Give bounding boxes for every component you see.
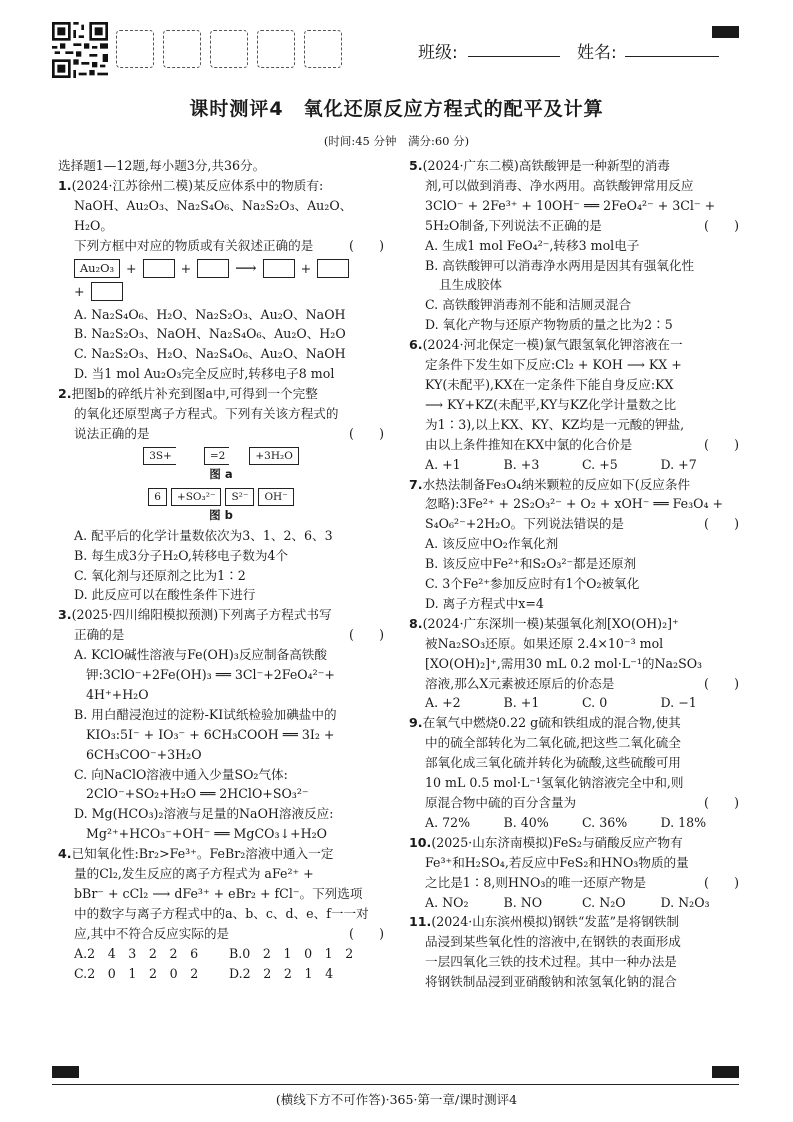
equation-box-blank bbox=[317, 259, 349, 278]
fragment: S²⁻ bbox=[225, 488, 254, 506]
option-b[interactable]: B. 该反应中Fe²⁺和S₂O₃²⁻都是还原剂 bbox=[425, 556, 637, 572]
score-box bbox=[210, 30, 248, 68]
option-b[interactable]: B. 高铁酸钾可以消毒净水两用是因其有强氧化性 bbox=[425, 257, 695, 273]
score-box bbox=[116, 30, 154, 68]
equation-box-blank bbox=[143, 259, 175, 278]
equation-box-blank bbox=[197, 259, 229, 278]
option-c[interactable]: C. 高铁酸钾消毒剂不能和洁厕灵混合 bbox=[425, 297, 632, 313]
question-7: 7.水热法制备Fe₃O₄纳米颗粒的反应如下(反应条件 bbox=[409, 476, 691, 492]
option-d[interactable]: D.2 2 2 1 4 bbox=[229, 965, 334, 981]
question-8: 8.(2024·广东深圳一模)某强氧化剂[XO(OH)₂]⁺ bbox=[409, 615, 679, 631]
option-b[interactable]: B. 每生成3分子H₂O,转移电子数为4个 bbox=[74, 547, 289, 563]
option-c[interactable]: C.2 0 1 2 0 2 bbox=[74, 965, 199, 981]
option-c[interactable]: C. 3个Fe²⁺参加反应时有1个O₂被氧化 bbox=[425, 576, 640, 592]
fragment: +SO₃²⁻ bbox=[171, 488, 222, 506]
figure-a-caption: 图 a bbox=[209, 466, 233, 481]
option-a[interactable]: A. KClO碱性溶液与Fe(OH)₃反应制备高铁酸 bbox=[74, 647, 327, 663]
option-a[interactable]: A. NO₂ bbox=[425, 894, 469, 910]
question-11: 11.(2024·山东滨州模拟)钢铁“发蓝”是将钢铁制 bbox=[409, 914, 679, 930]
option-a[interactable]: A. +2 bbox=[425, 695, 461, 711]
option-d[interactable]: D. −1 bbox=[660, 695, 697, 711]
fragment: OH⁻ bbox=[258, 488, 293, 506]
option-d[interactable]: D. +7 bbox=[660, 456, 697, 472]
figure-b bbox=[58, 488, 384, 506]
option-d[interactable]: D. 此反应可以在酸性条件下进行 bbox=[74, 587, 256, 603]
option-c[interactable]: C. Na₂S₂O₃、H₂O、Na₂S₄O₆、Au₂O、NaOH bbox=[74, 346, 346, 362]
option-b[interactable]: B. NO bbox=[503, 894, 543, 910]
corner-mark bbox=[712, 26, 739, 38]
class-field[interactable] bbox=[468, 56, 560, 57]
option-a[interactable]: A. Na₂S₄O₆、H₂O、Na₂S₂O₃、Au₂O、NaOH bbox=[74, 306, 346, 322]
footer-divider bbox=[52, 1084, 739, 1085]
option-b[interactable]: B. Na₂S₂O₃、NaOH、Na₂S₄O₆、Au₂O、H₂O bbox=[74, 326, 346, 342]
corner-mark bbox=[52, 1066, 79, 1078]
score-box bbox=[163, 30, 201, 68]
option-d[interactable]: D. 氧化产物与还原产物物质的量之比为2∶5 bbox=[425, 317, 673, 333]
question-2: 2.把图b的碎纸片补充到图a中,可得到一个完整 bbox=[58, 386, 318, 402]
fragment: 6 bbox=[148, 488, 167, 506]
option-c[interactable]: C. 氧化剂与还原剂之比为1∶2 bbox=[74, 567, 246, 583]
left-column: 选择题1—12题,每小题3分,共36分。 1.(2024·江苏徐州二模)某反应体系中的物质有: NaOH、Au₂O₃、Na₂S₄O₆、Na₂S₂O₃、Au₂O、H₂O。 下列方框中对应的物质或有关叙述正确的是 ( ) Au₂O₃ + + ⟶ + + A. Na₂S₄O₆、H₂O、Na₂S₂O₃、Au₂O、NaOH B. Na₂S₂O₃、NaOH、Na₂S₄O₆、Au₂O、H₂O C. Na₂S₂O₃、H₂O、Na₂S₄O₆、Au₂O、NaOH D. 当1 mol Au₂O₃完全反应时,转移电子8 mol 2.把图b的碎纸片补充到图a中,可得到一个完整 的氧化还原型离子方程式。下列有关该方程式的 说法正确的是 ( ) 3S+ =2 +3H₂O 图 a 6 +SO₃²⁻ S²⁻ OH⁻ 图 b A. 配平后的化学计量数依次为3、1、2、6、3 B. 每生成3分子H₂O,转移电子数为4个 C. 氧化剂与还原剂之比为1∶2 D. 此反应可以在酸性条件下进行 3.(2025·四川绵阳模拟预测)下列离子方程式书写 正确的是 ( ) A. KClO碱性溶液与Fe(OH)₃反应制备高铁酸 钾:3ClO⁻+2Fe(OH)₃ ══ 3Cl⁻+2FeO₄²⁻+ 4H⁺+H₂O B. 用白醋浸泡过的淀粉-KI试纸检验加碘盐中的 KIO₃:5I⁻ + IO₃⁻ + 6CH₃COOH ══ 3I₂ + 6CH₃COO⁻+3H₂O C. 向NaClO溶液中通入少量SO₂气体: 2ClO⁻+SO₂+H₂O ══ 2HClO+SO₃²⁻ D. Mg(HCO₃)₂溶液与足量的NaOH溶液反应: Mg²⁺+HCO₃⁻+OH⁻ ══ MgCO₃↓+H₂O 4.已知氧化性:Br₂>Fe³⁺。FeBr₂溶液中通入一定 量的Cl₂,发生反应的离子方程式为 aFe²⁺ + bBr⁻ + cCl₂ ⟶ dFe³⁺ + eBr₂ + fCl⁻。下列选项 中的数字与离子方程式中的a、b、c、d、e、f一一对 应,其中不符合反应实际的是 ( ) A.2 4 3 2 2 6 B.0 2 1 0 1 2 C.2 0 1 2 0 2 D.2 2 2 1 4 bbox=[58, 156, 384, 984]
option-a[interactable]: A. 72% bbox=[425, 814, 471, 830]
class-label: 班级: bbox=[418, 43, 458, 63]
page-footer: (横线下方不可作答)·365·第一章/课时测评4 bbox=[275, 1092, 518, 1107]
option-d[interactable]: D. 离子方程式中x=4 bbox=[425, 595, 544, 611]
option-d[interactable]: D. Mg(HCO₃)₂溶液与足量的NaOH溶液反应: bbox=[74, 806, 334, 822]
question-4: 4.已知氧化性:Br₂>Fe³⁺。FeBr₂溶液中通入一定 bbox=[58, 846, 334, 862]
corner-mark bbox=[712, 1066, 739, 1078]
option-c[interactable]: C. 0 bbox=[582, 695, 608, 711]
question-9: 9.在氧气中燃烧0.22 g硫和铁组成的混合物,使其 bbox=[409, 715, 681, 731]
figure-b-caption: 图 b bbox=[209, 507, 233, 522]
option-b[interactable]: B. +3 bbox=[503, 456, 540, 472]
option-a[interactable]: A. 配平后的化学计量数依次为3、1、2、6、3 bbox=[74, 527, 333, 543]
question-3: 3.(2025·四川绵阳模拟预测)下列离子方程式书写 bbox=[58, 607, 332, 623]
right-column: 5.(2024·广东二模)高铁酸钾是一种新型的消毒 剂,可以做到消毒、净水两用。高铁酸钾常用反应 3ClO⁻ + 2Fe³⁺ + 10OH⁻ ══ 2FeO₄²⁻ + 3Cl⁻ + 5H₂O制备,下列说法不正确的是 ( ) A. 生成1 mol FeO₄²⁻,转移3 mol电子 B. 高铁酸钾可以消毒净水两用是因其有强氧化性 且生成胶体 C. 高铁酸钾消毒剂不能和洁厕灵混合 D. 氧化产物与还原产物物质的量之比为2∶5 6.(2024·河北保定一模)氯气跟氢氧化钾溶液在一 定条件下发生如下反应:Cl₂ + KOH ⟶ KX + KY(未配平),KX在一定条件下能自身反应:KX ⟶ KY+KZ(未配平,KY与KZ化学计量数之比 为1∶3),以上KX、KY、KZ均是一元酸的钾盐, 由以上条件推知在KX中氯的化合价是 ( ) A. +1 B. +3 C. +5 D. +7 7.水热法制备Fe₃O₄纳米颗粒的反应如下(反应条件 忽略):3Fe²⁺ + 2S₂O₃²⁻ + O₂ + xOH⁻ ══ Fe₃O₄ + S₄O₆²⁻+2H₂O。下列说法错误的是 ( ) A. 该反应中O₂作氧化剂 B. 该反应中Fe²⁺和S₂O₃²⁻都是还原剂 C. 3个Fe²⁺参加反应时有1个O₂被氧化 D. 离子方程式中x=4 8.(2024·广东深圳一模)某强氧化剂[XO(OH)₂]⁺ 被Na₂SO₃还原。如果还原 2.4×10⁻³ mol [XO(OH)₂]⁺,需用30 mL 0.2 mol·L⁻¹的Na₂SO₃ 溶液,那么X元素被还原后的价态是 ( ) A. +2 B. +1 C. 0 D. −1 9.在氧气中燃烧0.22 g硫和铁组成的混合物,使其 中的硫全部转化为二氧化硫,把这些二氧化硫全 部氧化成三氧化硫并转化为硫酸,这些硫酸可用 10 mL 0.5 mol·L⁻¹氢氧化钠溶液完全中和,则 原混合物中硫的百分含量为 ( ) A. 72% B. 40% C. 36% D. 18% 10.(2025·山东济南模拟)FeS₂与硝酸反应产物有 Fe³⁺和H₂SO₄,若反应中FeS₂和HNO₃物质的量 之比是1∶8,则HNO₃的唯一还原产物是 ( ) A. NO₂ B. NO C. N₂O D. N₂O₃ 11.(2024·山东滨州模拟)钢铁“发蓝”是将钢铁制 品浸到某些氧化性的溶液中,在钢铁的表面形成 一层四氧化三铁的技术过程。其中一种办法是 将钢铁制品浸到亚硝酸钠和浓氢氧化钠的混合 bbox=[409, 158, 739, 990]
fragment: +3H₂O bbox=[249, 447, 298, 465]
equation-box-blank bbox=[91, 282, 123, 301]
option-a[interactable]: A. 生成1 mol FeO₄²⁻,转移3 mol电子 bbox=[425, 237, 640, 253]
name-label: 姓名: bbox=[577, 43, 617, 63]
equation-box-blank bbox=[263, 259, 295, 278]
equation-boxes: Au₂O₃ + + ⟶ + bbox=[74, 259, 384, 279]
qr-code-icon bbox=[52, 22, 108, 78]
page-subtitle: (时间:45 分钟 满分:60 分) bbox=[323, 134, 470, 148]
score-box bbox=[304, 30, 342, 68]
option-c[interactable]: C. N₂O bbox=[582, 894, 626, 910]
question-6: 6.(2024·河北保定一模)氯气跟氢氧化钾溶液在一 bbox=[409, 337, 683, 353]
option-a[interactable]: A. +1 bbox=[425, 456, 461, 472]
option-d[interactable]: D. 当1 mol Au₂O₃完全反应时,转移电子8 mol bbox=[74, 366, 335, 382]
option-c[interactable]: C. 36% bbox=[582, 814, 628, 830]
name-field[interactable] bbox=[625, 56, 719, 57]
intro: 选择题1—12题,每小题3分,共36分。 bbox=[58, 158, 266, 173]
option-b[interactable]: B. +1 bbox=[503, 695, 540, 711]
score-box bbox=[257, 30, 295, 68]
question-5: 5.(2024·广东二模)高铁酸钾是一种新型的消毒 bbox=[409, 158, 670, 173]
option-d[interactable]: D. N₂O₃ bbox=[660, 894, 710, 910]
option-a[interactable]: A. 该反应中O₂作氧化剂 bbox=[425, 536, 559, 552]
option-b[interactable]: B. 用白醋浸泡过的淀粉-KI试纸检验加碘盐中的 bbox=[74, 706, 337, 722]
fragment: 3S+ bbox=[143, 447, 178, 465]
page-title: 课时测评4 氧化还原反应方程式的配平及计算 bbox=[189, 98, 604, 120]
option-b[interactable]: B. 40% bbox=[503, 814, 549, 830]
question-1: 1.(2024·江苏徐州二模)某反应体系中的物质有: bbox=[58, 177, 324, 193]
reaction-arrow: ⟶ bbox=[235, 258, 257, 277]
question-10: 10.(2025·山东济南模拟)FeS₂与硝酸反应产物有 bbox=[409, 834, 683, 850]
equation-box-filled: Au₂O₃ bbox=[74, 259, 120, 278]
score-boxes bbox=[116, 30, 342, 68]
option-c[interactable]: C. +5 bbox=[582, 456, 618, 472]
option-d[interactable]: D. 18% bbox=[660, 814, 707, 830]
figure-a bbox=[58, 447, 384, 465]
fragment: =2 bbox=[204, 447, 231, 465]
option-b[interactable]: B.0 2 1 0 1 2 bbox=[229, 945, 354, 961]
option-a[interactable]: A.2 4 3 2 2 6 bbox=[74, 945, 199, 961]
option-c[interactable]: C. 向NaClO溶液中通入少量SO₂气体: bbox=[74, 766, 288, 782]
